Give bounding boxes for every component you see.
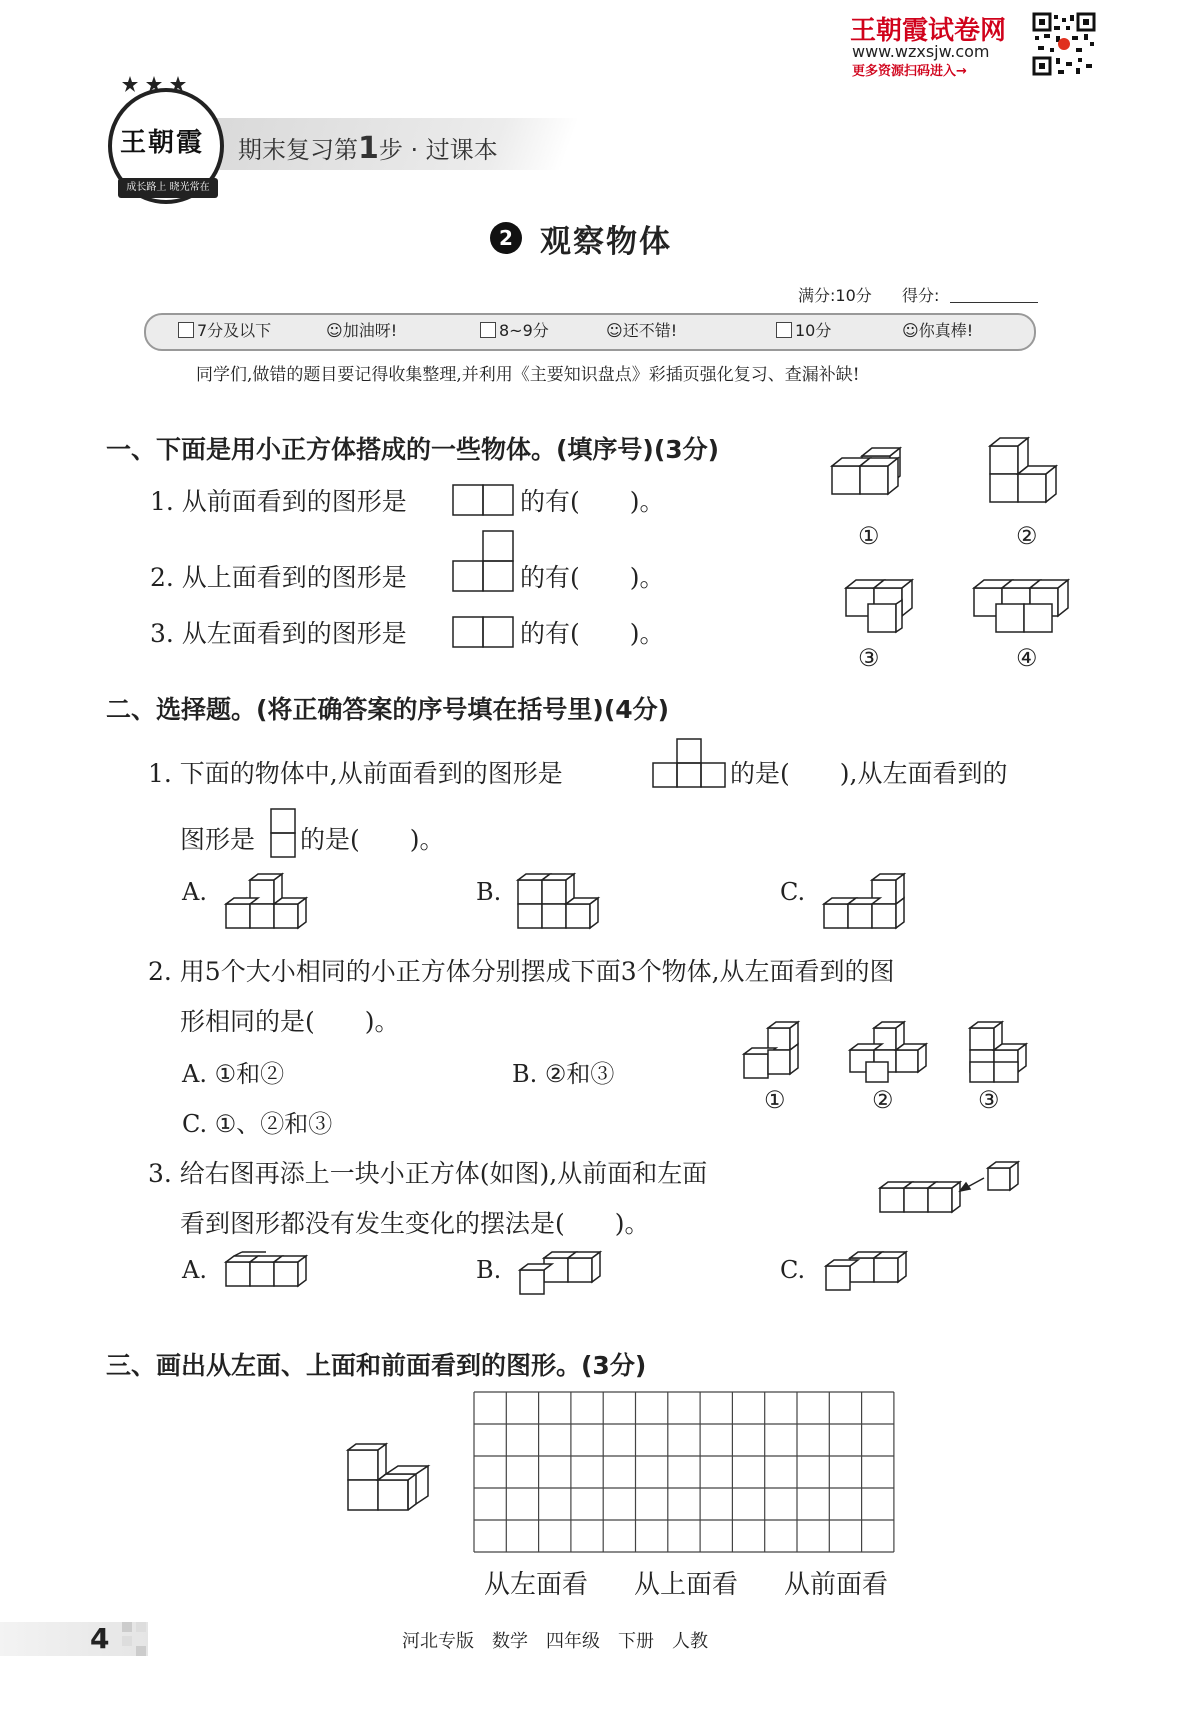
cube-figure-2 <box>990 436 1070 516</box>
rating-comment-label: 你真棒! <box>918 321 974 340</box>
s1-q1-text: 1. 从前面看到的图形是 <box>150 487 407 516</box>
s2-q3-line1: 3. 给右图再添上一块小正方体(如图),从前面和左面 <box>148 1159 708 1188</box>
fig3-caption: ③ <box>858 644 880 672</box>
s1-q2-text: 2. 从上面看到的图形是 <box>150 563 407 592</box>
scan-hint: 更多资源扫码进入→ <box>852 64 967 79</box>
chapter-number: 2 <box>490 222 522 254</box>
footer-deco-icon <box>122 1622 150 1656</box>
qr-code-icon <box>1032 12 1096 76</box>
s2-q3-figure <box>880 1160 1020 1224</box>
two-squares-icon <box>452 616 516 648</box>
checkbox[interactable] <box>480 322 496 338</box>
s1-q1-answer[interactable]: 的有( )。 <box>520 487 665 516</box>
s2-q1-line2b[interactable]: 的是( )。 <box>300 825 445 854</box>
vertical-squares-icon <box>270 808 298 860</box>
banner-step: 1 <box>358 131 379 166</box>
s2-q3-opt-c[interactable]: C. <box>780 1256 806 1284</box>
s2-q1-opt-b[interactable]: B. <box>476 878 502 906</box>
s1-q1 <box>150 482 407 518</box>
cube-figure-4 <box>974 580 1070 636</box>
rating-comment-1 <box>326 318 397 341</box>
instruction-note: 同学们,做错的题目要记得收集整理,并利用《主要知识盘点》彩插页强化复习、查漏补缺! <box>196 365 860 385</box>
s2-q1-opt-c[interactable]: C. <box>780 878 806 906</box>
s2-q2-figure-1 <box>744 1022 816 1086</box>
rating-range-1 <box>178 318 271 341</box>
banner-prefix: 期末复习第 <box>238 136 358 164</box>
score-blank[interactable] <box>950 302 1038 303</box>
s1-q3 <box>150 614 407 650</box>
checkbox[interactable] <box>178 322 194 338</box>
q2-fig2-caption: ② <box>872 1086 894 1114</box>
s2-q2-figure-2 <box>850 1022 932 1086</box>
label-front-view: 从前面看 <box>784 1570 889 1600</box>
logo-text: 王朝霞 <box>120 128 205 158</box>
page-title <box>540 216 672 261</box>
page-number: 4 <box>90 1622 110 1655</box>
section1-heading: 一、下面是用小正方体搭成的一些物体。(填序号)(3分) <box>106 435 720 464</box>
fig1-caption: ① <box>858 522 880 550</box>
rating-comment-label: 还不错! <box>622 321 678 340</box>
s2-q3-opt-a[interactable]: A. <box>182 1256 207 1284</box>
fig2-caption: ② <box>1016 522 1038 550</box>
q2-fig1-caption: ① <box>764 1086 786 1114</box>
two-squares-icon <box>452 484 516 516</box>
s2-q3-opt-b[interactable]: B. <box>476 1256 502 1284</box>
s1-q3-text: 3. 从左面看到的图形是 <box>150 619 407 648</box>
rating-comment-3 <box>902 318 973 341</box>
cube-figure-3 <box>846 578 926 644</box>
s2-q1-line2a: 图形是 <box>180 825 256 854</box>
s2-q1-figure-a <box>226 872 310 934</box>
rating-comment-2 <box>606 318 677 341</box>
label-left-view: 从左面看 <box>484 1570 589 1600</box>
smile-icon: ☺ <box>606 321 623 340</box>
s2-q1-figure-c <box>824 872 908 934</box>
footer-info: 河北专版 数学 四年级 下册 人教 <box>402 1631 708 1652</box>
rating-range-label: 8~9分 <box>499 321 549 340</box>
s2-q3-figure-b <box>520 1252 606 1298</box>
s2-q1-line1b[interactable]: 的是( ),从左面看到的 <box>730 759 1008 788</box>
checkbox[interactable] <box>776 322 792 338</box>
page-title-text: 观察物体 <box>540 224 672 260</box>
banner-suffix: 步 · 过课本 <box>378 136 498 164</box>
s2-q3-line2[interactable]: 看到图形都没有发生变化的摆法是( )。 <box>180 1209 650 1238</box>
smile-icon: ☺ <box>326 321 343 340</box>
logo-ribbon: 成长路上 晓光常在 <box>118 178 218 198</box>
rating-range-2 <box>480 318 549 341</box>
rating-comment-label: 加油呀! <box>342 321 398 340</box>
rating-range-3 <box>776 318 831 341</box>
l-squares-icon <box>452 530 516 592</box>
got-score-label: 得分: <box>902 286 940 305</box>
s2-q1-opt-a[interactable]: A. <box>182 878 207 906</box>
fig4-caption: ④ <box>1016 644 1038 672</box>
t-squares-icon <box>652 738 726 788</box>
cube-figure-1 <box>832 448 924 512</box>
header-banner <box>238 130 498 166</box>
s2-q2-opt-a[interactable]: A. ①和② <box>182 1060 285 1088</box>
s2-q2-line2[interactable]: 形相同的是( )。 <box>180 1007 400 1036</box>
s2-q2-figure-3 <box>970 1022 1034 1086</box>
drawing-grid[interactable] <box>474 1392 896 1554</box>
site-name: 王朝霞试卷网 <box>850 16 1007 46</box>
s2-q3-figure-c <box>826 1252 912 1298</box>
s2-q2-opt-b[interactable]: B. ②和③ <box>512 1060 615 1088</box>
s2-q1-line1a: 1. 下面的物体中,从前面看到的图形是 <box>148 759 563 788</box>
site-url: www.wzxsjw.com <box>852 42 990 61</box>
q2-fig3-caption: ③ <box>978 1086 1000 1114</box>
s1-q2 <box>150 558 407 594</box>
s3-figure <box>348 1440 438 1520</box>
full-score: 满分:10分 <box>798 286 872 305</box>
smile-icon: ☺ <box>902 321 919 340</box>
section3-heading: 三、画出从左面、上面和前面看到的图形。(3分) <box>106 1351 647 1380</box>
s1-q3-answer[interactable]: 的有( )。 <box>520 619 665 648</box>
rating-range-label: 7分及以下 <box>197 321 272 340</box>
s2-q3-figure-a <box>226 1252 312 1292</box>
s2-q2-line1: 2. 用5个大小相同的小正方体分别摆成下面3个物体,从左面看到的图 <box>148 957 895 986</box>
s2-q2-opt-c[interactable]: C. ①、②和③ <box>182 1110 333 1138</box>
stars-icon <box>122 76 202 92</box>
rating-range-label: 10分 <box>795 321 832 340</box>
s1-q2-answer[interactable]: 的有( )。 <box>520 563 665 592</box>
label-top-view: 从上面看 <box>634 1570 739 1600</box>
section2-heading: 二、选择题。(将正确答案的序号填在括号里)(4分) <box>106 695 670 724</box>
s2-q1-figure-b <box>518 872 602 934</box>
